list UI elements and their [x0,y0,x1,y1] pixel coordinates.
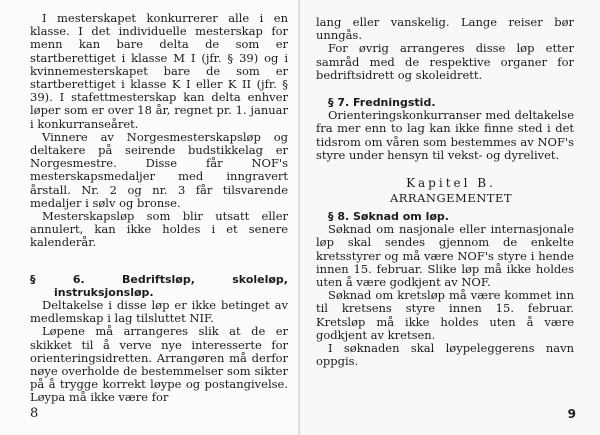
paragraph-champions-medals: Vinnere av Norgesmesterskapsløp og deltakere på seirende budstikkelag er Norgesmestre. Disse får NOF's mesterskapsmedaljer med inngravert årstall. Nr. 2 og nr. 3 får tilsvarende medaljer i sølv og bronse. [30,129,288,210]
paragraph-participation: Deltakelse i disse løp er ikke betinget av medlemskap i lag tilsluttet NIF. [30,298,288,326]
section-8-heading: § 8. Søknad om løp. [328,210,449,224]
paragraph-closed-season: Orienteringskonkurranser med deltakelse fra mer enn to lag kan ikke finne sted i det tidsrom om våren som bestemmes av NOF's styre under hensyn til vekst- og dyrelivet. [316,108,574,162]
left-text [30,12,288,405]
chapter-subtitle: ARRANGEMENTET [389,191,513,206]
paragraph-race-arrangement: Løpene må arrangeres slik at de er skikket til å verve nye interesserte for orienteringsidretten. Arrangøren må derfor nøye overholde de bestemmelser som sikter på å trygge korrekt løype og postangivelse. Løypa må ikke være for [30,324,288,405]
right-page [300,0,600,435]
chapter-title: Kapitel B. [406,176,496,191]
section-7-heading: § 7. Fredningstid. [328,96,436,110]
paragraph-national-races: Søknad om nasjonale eller internasjonale løp skal sendes gjennom de enkelte kretsstyrer og må være NOF's styre i hende innen 15. februar. Slike løp må ikke holdes uten å være godkjent av NOF. [316,222,574,290]
paragraph-otherwise-arranged: For øvrig arrangeres disse løp etter samråd med de respektive organer for bedriftsidrett og skoleidrett. [316,41,574,82]
right-text [316,16,574,368]
paragraph-postponed-races: Mesterskapsløp som blir utsatt eller annulert, kan ikke holdes i et senere kalenderår. [30,209,288,250]
page-number-left: 8 [30,406,39,421]
section-6-heading: § 6. Bedriftsløp, skoleløp, instruksjonsløp. [30,272,288,299]
paragraph-championship-classes: I mesterskapet konkurrerer alle i en klasse. I det individuelle mesterskap for menn kan bare delta de som er startberettiget i klasse M I (jfr. § 39) og i kvinnemesterskapet bare de som er startberettiget i klasse K I eller K II (jfr. § 39). I stafettmesterskap kan delta enhver løper som er over 18 år, regnet pr. 1. januar i konkurranseåret. [30,11,288,131]
paragraph-district-races: Søknad om kretsløp må være kommet inn til kretsens styre innen 15. februar. Kretsløp må ikke holdes uten å være godkjent av kretsen. [316,288,574,342]
paragraph-course-setter: I søknaden skal løypeleggerens navn oppgis. [316,341,574,369]
page-number-right: 9 [567,407,576,421]
paragraph-continued: lang eller vanskelig. Lange reiser bør unngås. [316,15,574,43]
